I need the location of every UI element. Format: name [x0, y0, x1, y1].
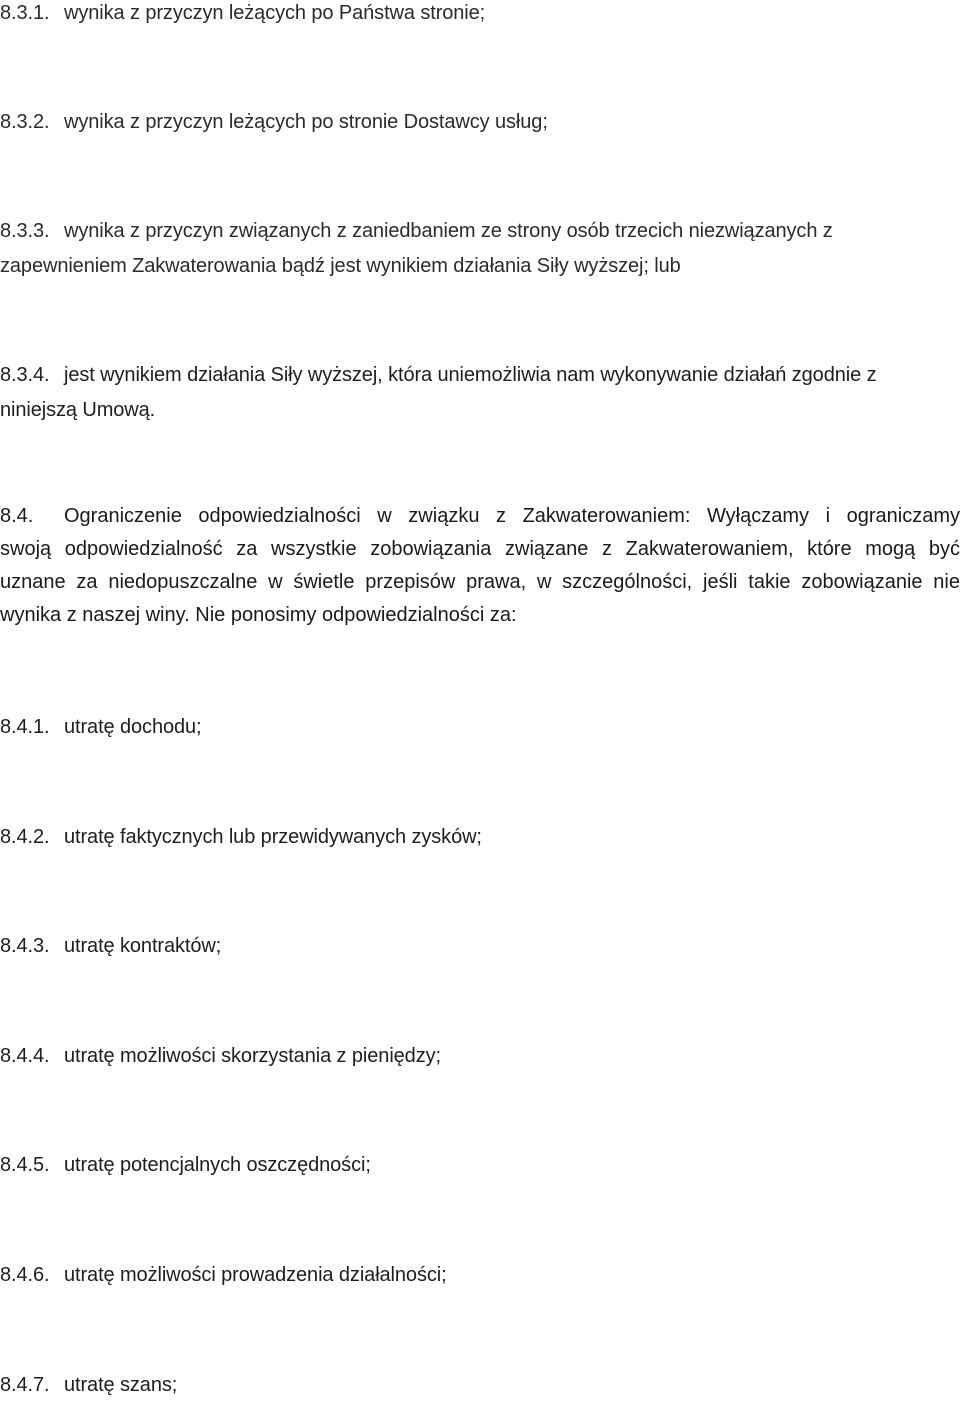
section-line-2: swoją odpowiedzialność za wszystkie zobowiązania związane z Zakwaterowaniem, które mogą być [0, 538, 960, 560]
item-text: utratę możliwości skorzystania z pieniędzy; [64, 1045, 441, 1067]
clause-text: wynika z przyczyn leżących po Państwa stronie; [64, 2, 486, 24]
section-line-3: uznane za niedopuszczalne w świetle przepisów prawa, w szczególności, jeśli takie zobowiązanie nie [0, 571, 960, 593]
list-item-8-4-7 [0, 1368, 960, 1402]
item-number: 8.4.6. [0, 1264, 50, 1286]
clause-8-3-3 [0, 214, 960, 248]
clause-number: 8.3.4. [0, 364, 50, 386]
section-line-1 [0, 500, 960, 533]
item-text: utratę kontraktów; [64, 935, 222, 957]
section-text-line-1: Ograniczenie odpowiedzialności w związku z Zakwaterowaniem: Wyłączamy i ograniczamy [64, 505, 960, 527]
clause-8-3-1 [0, 0, 960, 30]
item-number: 8.4.1. [0, 716, 50, 738]
list-item-8-4-1 [0, 710, 960, 744]
section-line-4: wynika z naszej winy. Nie ponosimy odpowiedzialności za: [0, 604, 517, 626]
clause-8-3-4-continuation [0, 393, 960, 427]
item-number: 8.4.2. [0, 826, 50, 848]
item-number: 8.4.4. [0, 1045, 50, 1067]
list-item-8-4-5 [0, 1148, 960, 1182]
clause-number: 8.3.2. [0, 111, 50, 133]
item-number: 8.4.3. [0, 935, 50, 957]
item-number: 8.4.7. [0, 1374, 50, 1396]
clause-text-line-1: wynika z przyczyn związanych z zaniedbaniem ze strony osób trzecich niezwiązanych z [64, 220, 833, 242]
clause-text-line-1: jest wynikiem działania Siły wyższej, która uniemożliwia nam wykonywanie działań zgodnie z [64, 364, 877, 386]
list-item-8-4-3 [0, 929, 960, 963]
item-text: utratę możliwości prowadzenia działalności; [64, 1264, 447, 1286]
clause-number: 8.3.3. [0, 220, 50, 242]
section-number: 8.4. [0, 505, 34, 527]
list-item-8-4-2 [0, 820, 960, 854]
clause-text: wynika z przyczyn leżących po stronie Dostawcy usług; [64, 111, 548, 133]
clause-8-3-4 [0, 358, 960, 392]
item-text: utratę dochodu; [64, 716, 202, 738]
section-8-4 [0, 500, 960, 632]
item-text: utratę faktycznych lub przewidywanych zysków; [64, 826, 482, 848]
clause-8-3-2 [0, 105, 960, 139]
clause-text-line-2: zapewnieniem Zakwaterowania bądź jest wynikiem działania Siły wyższej; lub [0, 255, 681, 277]
clause-text-line-2: niniejszą Umową. [0, 399, 156, 421]
clause-number: 8.3.1. [0, 2, 50, 24]
clause-8-3-3-continuation [0, 249, 960, 283]
item-text: utratę szans; [64, 1374, 178, 1396]
list-item-8-4-4 [0, 1039, 960, 1073]
item-text: utratę potencjalnych oszczędności; [64, 1154, 371, 1176]
item-number: 8.4.5. [0, 1154, 50, 1176]
list-item-8-4-6 [0, 1258, 960, 1292]
